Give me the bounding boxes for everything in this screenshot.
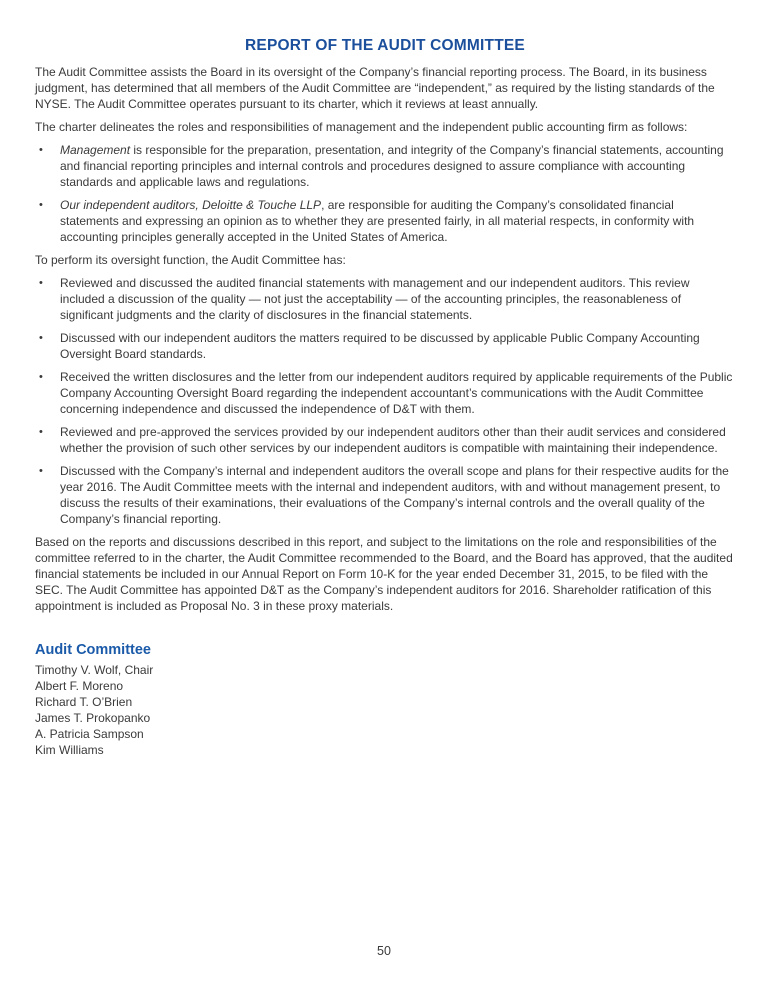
intro-paragraph-2: The charter delineates the roles and responsibilities of management and the independent public accounting firm as follows:	[35, 120, 688, 134]
oversight-bullet-4	[35, 424, 735, 456]
committee-member: Albert F. Moreno	[35, 679, 124, 693]
bullet-marker: •	[39, 465, 43, 477]
page-number: 50	[377, 944, 391, 958]
oversight-bullet-list	[35, 275, 735, 527]
committee-member-list	[35, 662, 735, 758]
bullet-text: is responsible for the preparation, presentation, and integrity of the Company’s financial statements, accounting and financial reporting principles and internal controls and procedures designed to assure compliance with accounting standards and applicable laws and regulations.	[60, 143, 724, 189]
bullet-marker: •	[39, 426, 43, 438]
bullet-text: Discussed with our independent auditors the matters required to be discussed by applicable Public Company Accounting Oversight Board standards.	[60, 331, 700, 361]
bullet-text: Discussed with the Company’s internal and independent auditors the overall scope and plans for their respective audits for the year 2016. The Audit Committee meets with the internal and independent auditors, with and without management present, to discuss the results of their examinations, their evaluations of the Company’s internal controls and the overall quality of the Company’s financial reporting.	[60, 464, 729, 526]
committee-member: Richard T. O’Brien	[35, 695, 133, 709]
committee-heading: Audit Committee	[35, 642, 151, 658]
bullet-marker: •	[39, 371, 43, 383]
committee-member: James T. Prokopanko	[35, 711, 151, 725]
bullet-lead-italic: Our independent auditors, Deloitte & Touche LLP	[60, 198, 322, 212]
bullet-marker: •	[39, 277, 43, 289]
closing-paragraph: Based on the reports and discussions described in this report, and subject to the limitations on the role and responsibilities of the committee referred to in the charter, the Audit Committee recommended to the Board, and the Board has approved, that the audited financial statements be included in our Annual Report on Form 10-K for the year ended December 31, 2015, to be filed with the SEC. The Audit Committee has appointed D&T as the Company’s independent auditors for 2016. Shareholder ratification of this appointment is included as Proposal No. 3 in these proxy materials.	[35, 535, 733, 613]
committee-member: Kim Williams	[35, 743, 104, 757]
intro-paragraph-1: The Audit Committee assists the Board in its oversight of the Company’s financial reporting process. The Board, in its business judgment, has determined that all members of the Audit Committee are “independent,” as required by the listing standards of the NYSE. The Audit Committee operates pursuant to its charter, which it reviews at least annually.	[35, 65, 715, 111]
oversight-bullet-1	[35, 275, 735, 323]
bullet-marker: •	[39, 144, 43, 156]
bullet-text: , are responsible for auditing the Company’s consolidated financial statements and expressing an opinion as to whether they are presented fairly, in all material respects, in conformity with accounting principles generally accepted in the United States of America.	[60, 198, 695, 244]
page-title: REPORT OF THE AUDIT COMMITTEE	[245, 37, 525, 54]
bullet-marker: •	[39, 332, 43, 344]
charter-bullet-management	[35, 142, 735, 190]
bullet-marker: •	[39, 199, 43, 211]
bullet-text: Reviewed and pre-approved the services provided by our independent auditors other than their audit services and considered whether the provision of such other services by our independent auditors is compatible with maintaining their independence.	[60, 425, 726, 455]
committee-member: A. Patricia Sampson	[35, 727, 144, 741]
charter-bullet-list	[35, 142, 735, 245]
oversight-bullet-3	[35, 369, 735, 417]
oversight-bullet-5	[35, 463, 735, 527]
bullet-text: Received the written disclosures and the letter from our independent auditors required by applicable requirements of the Public Company Accounting Oversight Board regarding the independent accountant’s communications with the Audit Committee concerning independence and discussed the independence of D&T with them.	[60, 370, 733, 416]
bullet-text: Reviewed and discussed the audited financial statements with management and our independent auditors. This review included a discussion of the quality — not just the acceptability — of the accounting principles, the reasonableness of significant judgments and the clarity of disclosures in the financial statements.	[60, 276, 690, 322]
bullet-lead-italic: Management	[60, 143, 131, 157]
committee-member: Timothy V. Wolf, Chair	[35, 663, 154, 677]
charter-bullet-auditors	[35, 197, 735, 245]
oversight-bullet-2	[35, 330, 735, 362]
oversight-intro: To perform its oversight function, the Audit Committee has:	[35, 253, 346, 267]
